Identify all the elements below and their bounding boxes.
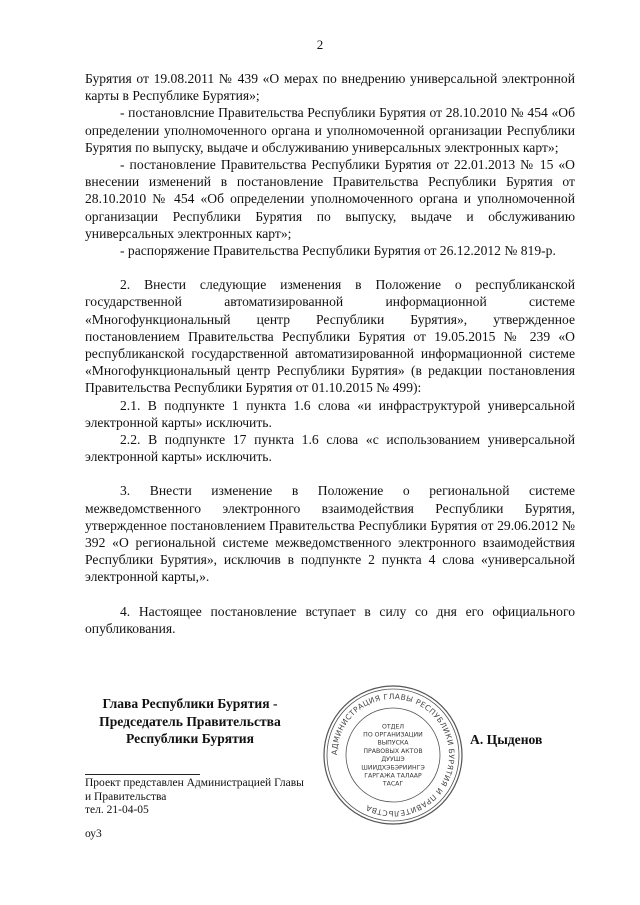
svg-text:АДМИНИСТРАЦИЯ ГЛАВЫ РЕСПУБЛИКИ xyxy=(330,692,456,818)
paragraph-item-2-2: 2.2. В подпункте 17 пункта 1.6 слова «с использованием универсальной электронной карты» исключить. xyxy=(85,432,575,465)
document-body xyxy=(85,70,575,637)
paragraph-list-item: - распоряжение Правительства Республики Бурятия от 26.12.2012 № 819-р. xyxy=(120,243,556,259)
page-number: 2 xyxy=(316,37,324,52)
stamp-center-line: ГАРГАЖА ТАЛААР xyxy=(364,772,422,780)
paragraph-item-4: 4. Настоящее постановление вступает в силу со дня его официального опубликования. xyxy=(85,603,575,636)
stamp-center-line: ПРАВОВЫХ АКТОВ xyxy=(363,747,423,755)
paragraph-list-item: - постановление Правительства Республики Бурятия от 22.01.2013 № 15 «О внесении изменений в постановление Правительства Республики Бурятия от 28.10.2010 № 454 «Об определении уполномоченного органа и уполномоченной организации Республики Бурятия по выпуску, выдаче и обслуживанию универсальных электронных карт»; xyxy=(85,157,575,241)
stamp-ring-text: АДМИНИСТРАЦИЯ ГЛАВЫ РЕСПУБЛИКИ БУРЯТИЯ И ПРАВИТЕЛЬСТВА xyxy=(329,691,457,819)
stamp-center-line: ОТДЕЛ xyxy=(381,723,405,731)
paragraph-item-2-1: 2.1. В подпункте 1 пункта 1.6 слова «и инфраструктурой универсальной электронной карты» исключить. xyxy=(85,397,575,430)
paragraph-continuation: Бурятия от 19.08.2011 № 439 «О мерах по внедрению универсальной электронной карты в Республике Бурятия»; xyxy=(85,71,575,104)
footer-divider xyxy=(85,774,200,775)
stamp-center-line: ВЫПУСКА xyxy=(377,739,409,747)
paragraph-item-3: 3. Внести изменение в Положение о региональной системе межведомственного электронного взаимодействия Республики Бурятия, утвержденное постановлением Правительства Республики Бурятия от 29.06.2012 № 392 «О региональной системе межведомственного электронного взаимодействия Республики Бурятия», исключив в подпункте 2 пункта 4 слова «универсальной электронной карты,». xyxy=(85,483,575,585)
signatory-title: Глава Республики Бурятия - Председатель Правительства Республики Бурятия xyxy=(99,696,281,746)
stamp-center-line: ТАСАГ xyxy=(382,780,404,788)
stamp-center-line: ПО ОРГАНИЗАЦИИ xyxy=(363,731,423,739)
footer-note: Проект представлен Администрацией Главы и Правительства тел. 21-04-05 оу3 xyxy=(85,777,345,841)
footer-code: оу3 xyxy=(85,827,102,840)
paragraph-list-item: - постановлсние Правительства Республики Бурятия от 28.10.2010 № 454 «Об определении уполномоченного органа и уполномоченной организации Республики Бурятия по выпуску, выдаче и обслуживанию универсальных электронных карт»; xyxy=(85,105,575,155)
stamp-center-line: ШИИДХЭБЭРИИНГЭ xyxy=(361,764,425,772)
stamp-center-line: ДУУШЭ xyxy=(381,756,405,764)
paragraph-item-2: 2. Внести следующие изменения в Положение о республиканской государственной автоматизированной информационной системе «Многофункциональный центр Республики Бурятия», утвержденное постановлением Правительства Республики Бурятия от 19.05.2015 № 239 «О республиканской государственной автоматизированной информационной системе «Многофункциональный центр Республики Бурятия» (в редакции постановления Правительства Республики Бурятия от 01.10.2015 № 499): xyxy=(85,277,575,396)
signatory-name: А. Цыденов xyxy=(470,732,543,747)
